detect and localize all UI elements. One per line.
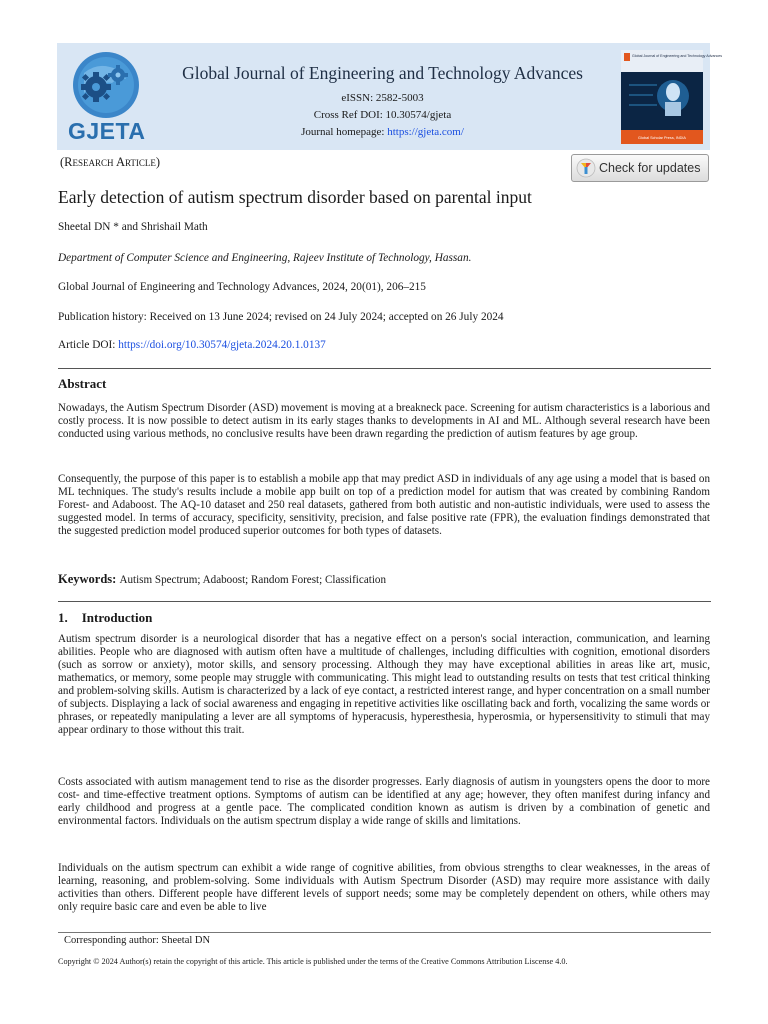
gjeta-logo-text: GJETA [68, 118, 146, 144]
check-for-updates-label: Check for updates [599, 161, 701, 175]
abstract-heading: Abstract [58, 376, 107, 391]
cover-title: Global Journal of Engineering and Technology Advances [632, 54, 723, 58]
article-doi [58, 339, 326, 351]
crossmark-icon [576, 158, 596, 178]
homepage-link[interactable]: https://gjeta.com/ [387, 126, 464, 138]
authors: Sheetal DN * and Shrishail Math [58, 221, 208, 233]
journal-name: Global Journal of Engineering and Technology Advances [182, 63, 583, 83]
keywords [58, 572, 386, 587]
intro-paragraph-3: Individuals on the autism spectrum can exhibit a wide range of cognitive abilities, from obvious strengths to clear weaknesses, in the areas of learning, reasoning, and problem-solving. Some individuals with Autism Spectrum Disorder (ASD) may require more assistance with daily activities than others. Different people have different levels of support needs; some may be completely dependent on others, while others may only require basic care and even be able to live [58, 862, 710, 914]
doi-label: Article DOI: [58, 339, 119, 351]
article-type: (Research Article) [60, 155, 161, 169]
introduction-heading [58, 610, 152, 626]
journal-cover-image [621, 50, 723, 144]
citation: Global Journal of Engineering and Technology Advances, 2024, 20(01), 206–215 [58, 281, 426, 293]
publication-history: Publication history: Received on 13 June 2024; revised on 24 July 2024; accepted on 26 July 2024 [58, 311, 504, 323]
keywords-text: Autism Spectrum; Adaboost; Random Forest; Classification [119, 574, 386, 586]
paper-title: Early detection of autism spectrum disorder based on parental input [58, 187, 532, 207]
intro-paragraph-2: Costs associated with autism management tend to rise as the disorder progresses. Early diagnosis of autism in youngsters opens the door to more cost- and time-effective treatment options. Symptoms of autism can be identified at any age; however, they often manifest during infancy and early childhood and progress at a gentle pace. The complicated condition known as autism is driven by a combination of genetic and environmental factors. Individuals on the autism spectrum display a wide range of skills and limitations. [58, 776, 710, 828]
doi-link[interactable]: https://doi.org/10.30574/gjeta.2024.20.1.0137 [118, 339, 326, 351]
intro-paragraph-1: Autism spectrum disorder is a neurological disorder that has a negative effect on a person's social interaction, communication, and learning abilities. People who are diagnosed with autism often have a multitude of challenges, including difficulties with cognition, emotional disorders (such as sorrow or anxiety), motor skills, and sensory processing. Although they may have exceptional abilities in areas like art, music, mathematics, or memory, some people may struggle with communicating. This might lead to outstanding results on tests that test critical thinking and problem-solving skills. Autism is characterized by a lack of eye contact, a restricted interest range, and hyper concentration on a small number of subjects. Displaying a lack of social awareness and engaging in repetitive activities like oscillating back and forth, vocalizing the same words or phrases, or repeatedly manipulating a lever are all symptoms of hyperacusis, hyperesthesia, hyperosmia, or hypersensitivity to stimuli that may appear ordinary to those without this trait. [58, 633, 710, 737]
footnote-divider [58, 932, 711, 933]
abstract-paragraph-2: Consequently, the purpose of this paper is to establish a mobile app that may predict ASD in individuals of any age using a model that is based on ML techniques. The study's results include a mobile app built on top of a prediction model for autism that was created by combining Random Forest- and Adaboost. The AQ-10 dataset and 250 real datasets, gathered from both autistic and non-autistic individuals, were used to assess the suggested model. In terms of accuracy, specificity, sensitivity, precision, and false positive rate (FPR), the evaluation findings demonstrated that the suggested prediction model produced superior outcomes for both types of datasets. [58, 473, 710, 538]
keywords-label: Keywords: [58, 572, 117, 586]
divider [58, 601, 711, 602]
section-number: 1. [58, 610, 68, 625]
homepage-label: Journal homepage: [301, 126, 388, 138]
crossref-doi: Cross Ref DOI: 10.30574/gjeta [313, 109, 452, 121]
corresponding-author: Corresponding author: Sheetal DN [64, 935, 211, 946]
divider [58, 368, 711, 369]
section-title: Introduction [81, 610, 153, 625]
copyright-notice: Copyright © 2024 Author(s) retain the copyright of this article. This article is published under the terms of the Creative Commons Attribution Liscense 4.0. [58, 957, 568, 966]
eissn: eISSN: 2582-5003 [341, 92, 424, 104]
affiliation: Department of Computer Science and Engineering, Rajeev Institute of Technology, Hassan. [58, 252, 472, 264]
cover-publisher: Global Scholar Press, INDIA [638, 136, 686, 140]
abstract-paragraph-1: Nowadays, the Autism Spectrum Disorder (ASD) movement is moving at a breakneck pace. Screening for autism characteristics is a laborious and costly process. It is now possible to detect autism in its early stages thanks to developments in AI and ML. Although several research have been conducted using various methods, no conclusive results have been drawn regarding the prediction of autism features by age group. [58, 402, 710, 441]
journal-homepage [160, 126, 605, 138]
